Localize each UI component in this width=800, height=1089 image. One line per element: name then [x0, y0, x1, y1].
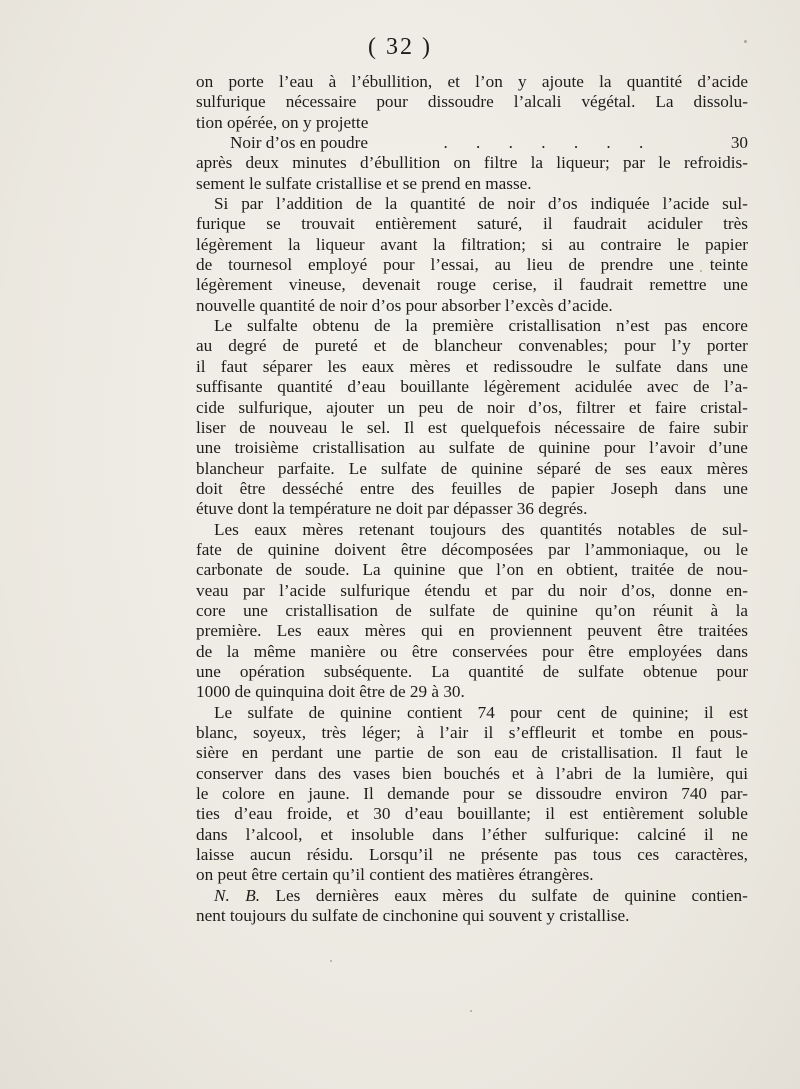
text-line: carbonate de soude. La quinine que l’on en obtient, traitée de nou- — [196, 560, 748, 580]
paper-speck — [330, 960, 332, 962]
formula-value: 30 — [730, 133, 748, 153]
text-line: dans l’alcool, et insoluble dans l’éther sulfurique: calciné il ne — [196, 824, 748, 844]
text-line: Le sulfalte obtenu de la première cristallisation n’est pas encore — [214, 316, 748, 336]
text-line: furique se trouvait entièrement saturé, il faudrait aciduler très — [196, 214, 748, 234]
formula-leader-dots: . . . . . . . — [443, 133, 656, 153]
text-line: étuve dont la température ne doit par dépasser 36 degrés. — [196, 499, 588, 519]
text-line: core une cristallisation de sulfate de quinine qu’on réunit à la — [196, 600, 748, 620]
text-line: veau par l’acide sulfurique étendu et par du noir d’os, donne en- — [196, 580, 748, 600]
text-line: sière en perdant une partie de son eau de cristallisation. Il faut le — [196, 743, 748, 763]
text-line: une troisième cristallisation au sulfate de quinine pour l’avoir d’une — [196, 438, 748, 458]
text-line: de tournesol employé pour l’essai, au lieu de prendre une teinte — [196, 255, 748, 275]
text-line: après deux minutes d’ébullition on filtre la liqueur; par le refroidis- — [196, 153, 748, 173]
text-line: sement le sulfate cristallise et se prend en masse. — [196, 173, 532, 193]
text-line: blanc, soyeux, très léger; à l’air il s’effleurit et tombe en pous- — [196, 723, 748, 742]
text-line: première. Les eaux mères qui en proviennent peuvent être traitées — [196, 621, 748, 641]
text-line: ties d’eau froide, et 30 d’eau bouillante; il est entièrement soluble — [196, 804, 748, 824]
formula-line — [196, 133, 748, 153]
text-line: conserver dans des vases bien bouchés et à l’abri de la lumière, qui — [196, 763, 748, 783]
text-line: N. B. Les dernières eaux mères du sulfate de quinine contien- — [214, 885, 748, 905]
text-line: on porte l’eau à l’ébullition, et l’on y ajoute la quantité d’acide — [196, 72, 748, 91]
formula-label: Noir d’os en poudre — [230, 133, 368, 153]
text-line: légèrement la liqueur avant la filtration; si au contraire le papier — [196, 234, 748, 254]
text-line: blancheur parfaite. Le sulfate de quinine séparé de ses eaux mères — [196, 458, 748, 478]
body-text — [196, 72, 748, 926]
text-line: liser de nouveau le sel. Il est quelquefois nécessaire de faire subir — [196, 417, 748, 437]
text-line: fate de quinine doivent être décomposées par l’ammoniaque, ou le — [196, 539, 748, 559]
text-line: sulfurique nécessaire pour dissoudre l’alcali végétal. La dissolu- — [196, 92, 748, 112]
paper-speck — [744, 40, 747, 43]
text-line: nent toujours du sulfate de cinchonine qui souvent y cristallise. — [196, 906, 630, 926]
text-line: il faut séparer les eaux mères et redissoudre le sulfate dans une — [196, 356, 748, 376]
text-line: une opération subséquente. La quantité de sulfate obtenue pour — [196, 661, 748, 681]
text-line: le colore en jaune. Il demande pour se dissoudre environ 740 par- — [196, 784, 748, 804]
text-line: au degré de pureté et de blancheur convenables; pour l’y porter — [196, 336, 748, 356]
text-line: suffisante quantité d’eau bouillante légèrement acidulée avec de l’a- — [196, 377, 748, 397]
text-line: Les eaux mères retenant toujours des quantités notables de sul- — [214, 519, 748, 539]
page-number: ( 32 ) — [368, 34, 432, 60]
text-line: de la même manière ou être conservées pour être employées dans — [196, 641, 748, 661]
text-line: tion opérée, on y projette — [196, 112, 369, 132]
text-line: nouvelle quantité de noir d’os pour absorber l’excès d’acide. — [196, 295, 613, 315]
text-line: doit être desséché entre des feuilles de papier Joseph dans une — [196, 478, 748, 498]
text-line: Si par l’addition de la quantité de noir d’os indiquée l’acide sul- — [214, 194, 748, 214]
text-line: on peut être certain qu’il contient des matières étrangères. — [196, 865, 594, 885]
text-line: laisse aucun résidu. Lorsqu’il ne présente pas tous ces caractères, — [196, 845, 748, 865]
text-line: légèrement vineuse, devenait rouge cerise, il faudrait remettre une — [196, 275, 748, 295]
text-line: 1000 de quinquina doit être de 29 à 30. — [196, 682, 465, 702]
paper-speck — [470, 1010, 472, 1012]
paper-speck — [700, 270, 702, 272]
text-line: Le sulfate de quinine contient 74 pour cent de quinine; il est — [214, 702, 748, 722]
text-line: cide sulfurique, ajouter un peu de noir d’os, filtrer et faire cristal- — [196, 397, 748, 417]
